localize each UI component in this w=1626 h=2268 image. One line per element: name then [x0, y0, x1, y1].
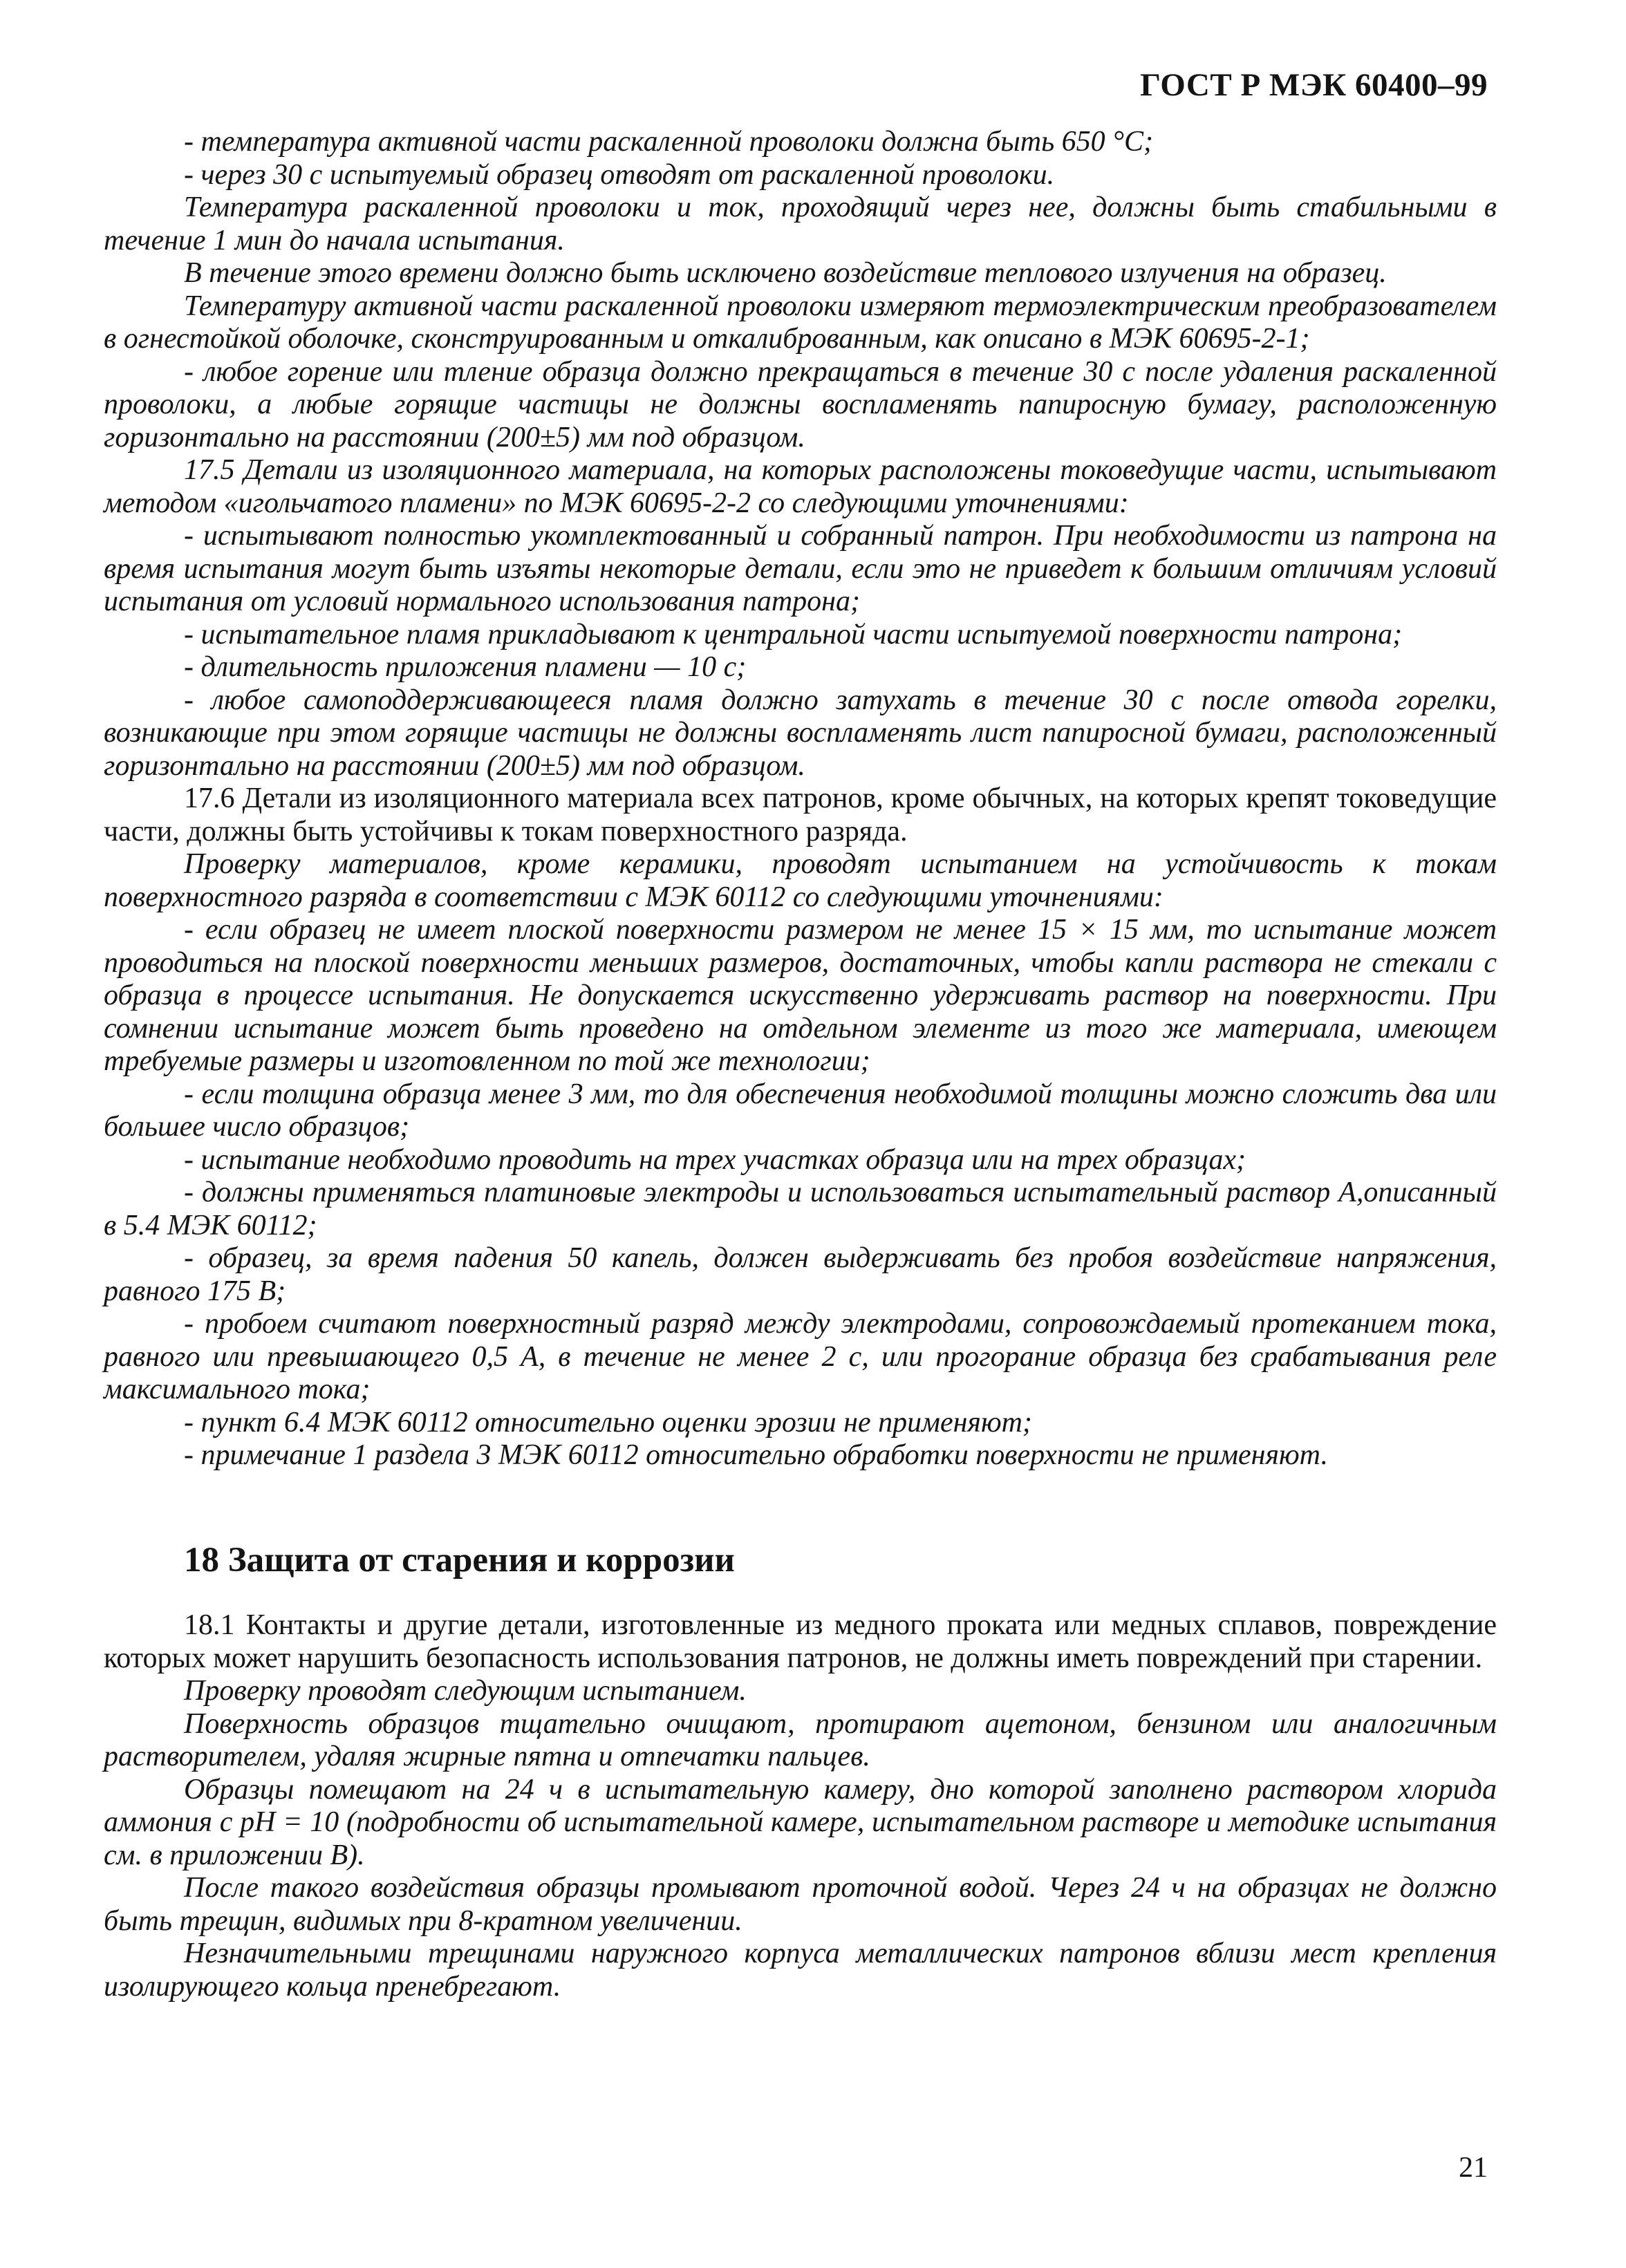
paragraph: Проверку материалов, кроме керамики, проводят испытанием на устойчивость к токам поверхностного разряда в соответствии с МЭК 60112 со следующими уточнениями:	[104, 848, 1497, 913]
paragraph: - образец, за время падения 50 капель, должен выдерживать без пробоя воздействие напряжения, равного 175 В;	[104, 1242, 1497, 1307]
paragraph: В течение этого времени должно быть исключено воздействие теплового излучения на образец.	[184, 257, 1387, 289]
paragraph: Температура раскаленной проволоки и ток, проходящий через нее, должны быть стабильными в течение 1 мин до начала испытания.	[104, 191, 1497, 256]
paragraph: - через 30 с испытуемый образец отводят от раскаленной проволоки.	[184, 158, 1055, 191]
paragraph: - испытывают полностью укомплектованный и собранный патрон. При необходимости из патрона на время испытания могут быть изъяты некоторые детали, если это не приведет к большим отличиям условий испытания от условий нормального использования патрона;	[104, 520, 1497, 617]
paragraph: - любое горение или тление образца должно прекращаться в течение 30 с после удаления раскаленной проволоки, а любые горящие частицы не должны воспламенять папиросную бумагу, расположенную горизонтально на расстоянии (200±5) мм под образцом.	[104, 355, 1497, 453]
paragraph: - должны применяться платиновые электроды и использоваться испытательный раствор А,описанный в 5.4 МЭК 60112;	[104, 1177, 1497, 1241]
paragraph: Образцы помещают на 24 ч в испытательную камеру, дно которой заполнено раствором хлорида аммония с рН = 10 (подробности об испытательной камере, испытательном растворе и методике испытания см. в приложении В).	[104, 1773, 1497, 1871]
paragraph: - если образец не имеет плоской поверхности размером не менее 15 × 15 мм, то испытание может проводиться на плоской поверхности меньших размеров, достаточных, чтобы капли раствора не стекали с образца в процессе испытания. Не допускается искусственно удерживать раствор на поверхности. При сомнении испытание может быть проведено на отдельном элементе из того же материала, имеющем требуемые размеры и изготовленном по той же технологии;	[104, 914, 1497, 1077]
section-18-heading: 18 Защита от старения и коррозии	[184, 1541, 735, 1580]
clause-17-6-paragraph: 17.6 Детали из изоляционного материала всех патронов, кроме обычных, на которых крепят токоведущие части, должны быть устойчивы к токам поверхностного разряда.	[104, 782, 1497, 847]
paragraph: Температуру активной части раскаленной проволоки измеряют термоэлектрическим преобразователем в огнестойкой оболочке, сконструированным и откалиброванным, как описано в МЭК 60695-2-1;	[104, 290, 1497, 355]
paragraph: - температура активной части раскаленной проволоки должна быть 650 °С;	[184, 126, 1153, 158]
paragraph: - если толщина образца менее 3 мм, то для обеспечения необходимой толщины можно сложить два или большее число образцов;	[104, 1078, 1497, 1143]
paragraph: - любое самоподдерживающееся пламя должно затухать в течение 30 с после отвода горелки, возникающие при этом горящие частицы не должны воспламенять лист папиросной бумаги, расположенный горизонтально на расстоянии (200±5) мм под образцом.	[104, 684, 1497, 782]
paragraph: Проверку проводят следующим испытанием.	[184, 1675, 747, 1707]
paragraph: - пробоем считают поверхностный разряд между электродами, сопровождаемый протеканием тока, равного или превышающего 0,5 А, в течение не менее 2 с, или прогорание образца без срабатывания реле максимального тока;	[104, 1308, 1497, 1405]
paragraph: - испытательное пламя прикладывают к центральной части испытуемой поверхности патрона;	[184, 618, 1403, 650]
paragraph: Поверхность образцов тщательно очищают, протирают ацетоном, бензином или аналогичным растворителем, удаляя жирные пятна и отпечатки пальцев.	[104, 1707, 1497, 1772]
paragraph: - пункт 6.4 МЭК 60112 относительно оценки эрозии не применяют;	[184, 1406, 1032, 1438]
section-18-text	[104, 1609, 1497, 2003]
clause-18-1-paragraph: 18.1 Контакты и другие детали, изготовленные из медного проката или медных сплавов, повреждение которых может нарушить безопасность использования патронов, не должны иметь повреждений при старении.	[104, 1609, 1497, 1674]
page-number: 21	[1459, 2152, 1488, 2184]
paragraph: - примечание 1 раздела 3 МЭК 60112 относительно обработки поверхности не применяют.	[184, 1439, 1329, 1471]
page-header-doc-id: ГОСТ Р МЭК 60400–99	[1140, 67, 1488, 103]
paragraph: Незначительными трещинами наружного корпуса металлических патронов вблизи мест крепления изолирующего кольца пренебрегают.	[104, 1938, 1497, 2003]
paragraph: - испытание необходимо проводить на трех участках образца или на трех образцах;	[184, 1143, 1246, 1176]
clause-17-5-paragraph: 17.5 Детали из изоляционного материала, на которых расположены токоведущие части, испытывают методом «игольчатого пламени» по МЭК 60695-2-2 со следующими уточнениями:	[104, 454, 1497, 519]
paragraph: После такого воздействия образцы промывают проточной водой. Через 24 ч на образцах не должно быть трещин, видимых при 8-кратном увеличении.	[104, 1872, 1497, 1937]
paragraph: - длительность приложения пламени — 10 с;	[184, 651, 747, 683]
section-17-text	[104, 126, 1497, 1472]
